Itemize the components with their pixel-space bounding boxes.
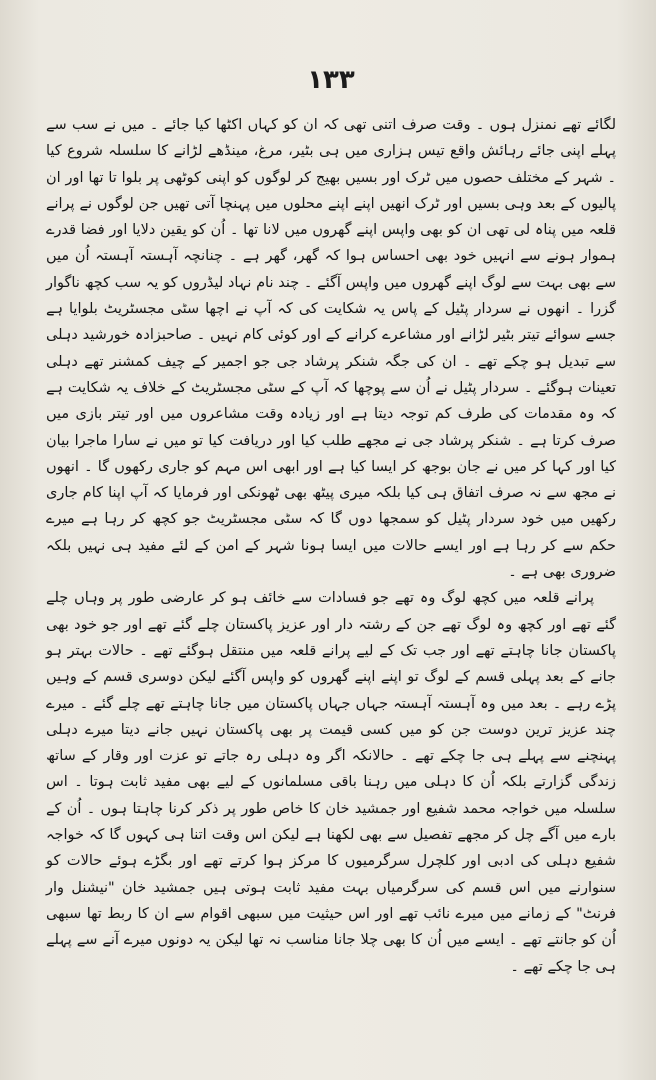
page-number: ۱۳۳: [307, 65, 355, 95]
paragraph-1: لگائے تھے نمنزل ہوں ۔ وقت صرف اتنی تھی کہ ان کو کہاں اکٹھا کیا جائے ۔ میں نے سب سے پہلے اپنی جائے رہائش واقع تیس ہزاری میں ہی بٹیر، مرغ، مینڈھے لڑانے کا سلسلہ شروع کیا ۔ شہر کے مختلف حصوں میں ٹرک اور بسیں بھیج کر لوگوں کو اپنی کوٹھی پر بلوا تا تھا اور ان پالیوں کے بعد وہی بسیں اور ٹرک انھیں اپنے اپنے محلوں میں پہنچا آتی تھیں جن لوگوں نے پرانے قلعہ میں پناہ لی تھی ان کو بھی واپس اپنے گھروں میں لانا تھا ۔ اُن کو یقین دلایا اور فضا قدرے ہموار ہونے سے انہیں خود بھی احساس ہوا کہ گھر، گھر ہے ۔ چنانچہ آہستہ آہستہ اُن میں سے بھی بہت سے لوگ اپنے گھروں میں واپس آگئے ۔ چند نام نہاد لیڈروں کو یہ سب کچھ ناگوار گزرا ۔ انھوں نے سردار پٹیل کے پاس یہ شکایت کی کہ آپ نے اچھا سٹی مجسٹریٹ بلوایا ہے جسے سوائے تیتر بٹیر لڑانے اور مشاعرے کرانے کے اور کوئی کام نہیں ۔ صاحبزادہ خورشید دہلی سے تبدیل ہو چکے تھے ۔ ان کی جگہ شنکر پرشاد جی جو اجمیر کے چیف کمشنر تھے دہلی تعینات ہوگئے ۔ سردار پٹیل نے اُن سے پوچھا کہ آپ کے سٹی مجسٹریٹ کے خلاف یہ شکایت ہے کہ وہ مقدمات کی طرف کم توجہ دیتا ہے اور زیادہ وقت مشاعروں میں اور تیتر بازی میں صرف کرتا ہے ۔ شنکر پرشاد جی نے مجھے طلب کیا اور دریافت کیا تو میں نے سارا ماجرا بیان کیا اور کہا کر میں نے جان بوجھ کر ایسا کیا ہے اور ابھی اس مہم کو جاری رکھوں گا ۔ انھوں نے مجھ سے نہ صرف اتفاق ہی کیا بلکہ میری پیٹھ بھی ٹھونکی اور فرمایا کہ آپ اپنا کام جاری رکھیں میں خود سردار پٹیل کو سمجھا دوں گا کہ سٹی مجسٹریٹ جو کچھ کر رہا ہے میرے حکم سے کر رہا ہے اور ایسے حالات میں ایسا ہونا شہر کے امن کے لئے مفید ہی نہیں بلکہ ضروری بھی ہے ۔: [46, 117, 616, 581]
page-body-text: [46, 112, 616, 980]
paragraph-2: پرانے قلعہ میں کچھ لوگ وہ تھے جو فسادات سے خائف ہو کر عارضی طور پر وہاں چلے گئے تھے اور کچھ وہ لوگ تھے جن کے رشتہ دار اور عزیز پاکستان چلے گئے تھے اور جو خود بھی پاکستان جانا چاہتے تھے اور جب تک کے لیے پرانے قلعہ میں منتقل ہوگئے تھے ۔ حالات بہتر ہو جانے کے بعد پہلی قسم کے لوگ تو اپنے اپنے گھروں کو واپس آگئے لیکن دوسری قسم کے وہیں پڑے رہے ۔ بعد میں وہ آہستہ آہستہ جہاں جہاں پاکستان میں جانا چاہتے تھے چلے گئے ۔ میرے چند عزیز ترین دوست جن کو میں کسی قیمت پر بھی پاکستان نہیں جانے دیتا میرے دہلی پہنچنے سے پہلے ہی جا چکے تھے ۔ حالانکہ اگر وہ دہلی رہ جاتے تو عزت اور وقار کے ساتھ زندگی گزارتے بلکہ اُن کا دہلی میں رہنا باقی مسلمانوں کے لیے بھی مفید ثابت ہوتا ۔ اس سلسلہ میں خواجہ محمد شفیع اور جمشید خان کا خاص طور پر ذکر کرنا چاہتا ہوں ۔ اُن کے بارے میں آگے چل کر مجھے تفصیل سے بھی لکھنا ہے لیکن اس وقت اتنا ہی کہوں گا کہ خواجہ شفیع دہلی کی ادبی اور کلچرل سرگرمیوں کا مرکز ہوا کرتے تھے اور بگڑے ہوئے حالات کو سنوارنے میں اس قسم کی سرگرمیاں بہت مفید ثابت ہوتی ہیں جمشید خان "نیشنل وار فرنٹ" کے زمانے میں میرے نائب تھے اور اس حیثیت میں سبھی اقوام سے ان کا ربط تھا سبھی اُن کو جانتے تھے ۔ ایسے میں اُن کا بھی چلا جانا مناسب نہ تھا لیکن یہ دونوں میرے آنے سے پہلے ہی جا چکے تھے ۔: [46, 590, 616, 975]
